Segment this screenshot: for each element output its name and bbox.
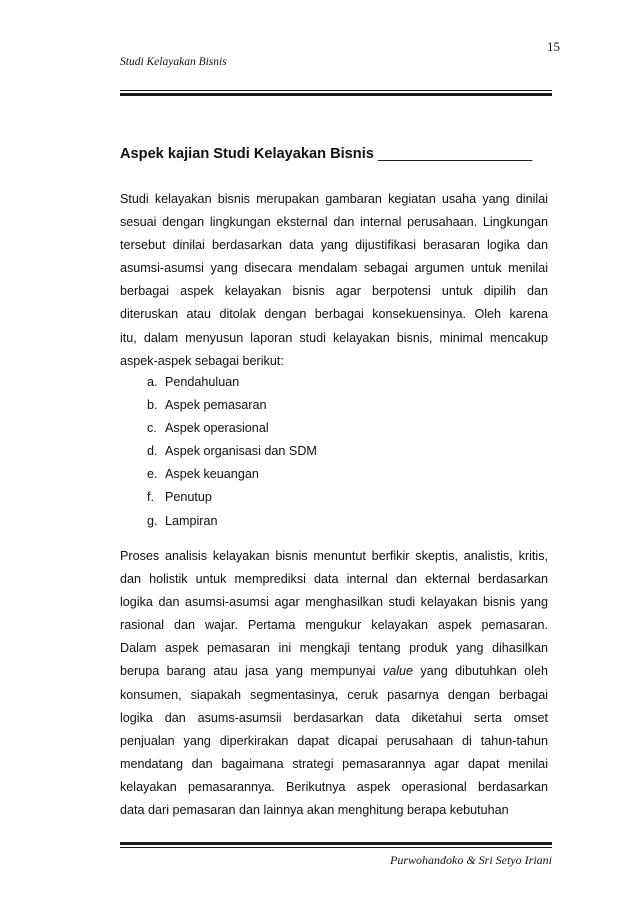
footer-rule-thin [120,847,552,848]
paragraph-analysis-process [120,545,548,822]
list-item-marker: e. [147,467,158,482]
section-heading-text: Aspek kajian Studi Kelayakan Bisnis [120,146,374,162]
list-item-marker: f. [147,490,154,505]
header-rule-thick [120,93,552,96]
list-item-label: Aspek keuangan [165,467,259,482]
list-item-label: Aspek operasional [165,421,269,436]
footer-rule-thick [120,842,552,845]
paragraph-line: logika dan asumsi-asumsi agar menghasilkan studi kelayakan bisnis yang [120,595,548,610]
list-item-label: Lampiran [165,513,218,528]
paragraph-line: sesuai dengan lingkungan eksternal dan internal perusahaan. Lingkungan [120,215,548,230]
paragraph-line [120,660,548,683]
list-item-marker: c. [147,421,157,436]
section-heading-fill: ___________________ [377,146,533,162]
list-item-label: Aspek pemasaran [165,398,267,413]
paragraph-line: logika dan asums-asumsii berdasarkan data diketahui serta omset [120,710,548,725]
line-text: yang dibutuhkan oleh [413,664,548,679]
list-item-label: Aspek organisasi dan SDM [165,444,317,459]
list-item-label: Pendahuluan [165,375,240,389]
list-item-marker: g. [147,513,158,528]
list-item [120,394,520,417]
paragraph-line: berbagai aspek kelayakan bisnis agar berpotensi untuk dipilih dan [120,284,548,299]
paragraph-line: aspek-aspek sebagai berikut: [120,353,284,368]
list-item [120,371,520,394]
list-item-label: Penutup [165,490,212,505]
page-number: 15 [547,39,560,54]
paragraph-line: Dalam aspek pemasaran ini mengkaji tentang produk yang dihasilkan [120,641,548,656]
list-item [120,440,520,463]
paragraph-line: itu, dalam menyusun laporan studi kelayakan bisnis, minimal mencakup [120,330,548,345]
paragraph-line: penjualan yang diperkirakan dapat dicapai perusahaan di tahun-tahun [120,733,548,748]
running-header-title: Studi Kelayakan Bisnis [120,56,227,68]
list-item-marker: d. [147,444,158,459]
paragraph-introduction [120,188,548,373]
paragraph-line: data dari pemasaran dan lainnya akan menghitung berapa kebutuhan [120,803,509,818]
list-item-marker: a. [147,375,158,389]
paragraph-line: mendatang dan bagaimana strategi pemasarannya agar dapat menilai [120,756,548,771]
header-rule-thin [120,90,552,91]
list-item [120,463,520,486]
paragraph-line: kelayakan pemasarannya. Berikutnya aspek operasional berdasarkan [120,779,548,794]
paragraph-line: Proses analisis kelayakan bisnis menuntut berfikir skeptis, analistis, kritis, [120,549,548,563]
paragraph-line: tersebut dinilai berdasarkan data yang dijustifikasi berasaran logika dan [120,238,548,253]
paragraph-line: rasional dan wajar. Pertama mengukur kelayakan aspek pemasaran. [120,618,548,633]
section-heading [120,146,552,162]
list-item-marker: b. [147,398,158,413]
aspect-list [120,371,520,533]
paragraph-line: Studi kelayakan bisnis merupakan gambaran kegiatan usaha yang dinilai [120,192,548,206]
list-item [120,510,520,533]
paragraph-line: dan holistik untuk memprediksi data internal dan ekternal berdasarkan [120,572,548,587]
list-item [120,417,520,440]
paragraph-line: asumsi-asumsi yang disecara mendalam sebagai argumen untuk menilai [120,261,548,276]
paragraph-line: konsumen, siapakah segmentasinya, ceruk pasarnya dengan berbagai [120,687,548,702]
paragraph-line: diteruskan atau ditolak dengan berbagai konsekuensinya. Oleh karena [120,307,548,322]
emphasized-term: value [382,664,414,679]
line-text: berupa barang atau jasa yang mempunyai [120,664,383,679]
list-item [120,486,520,509]
footer-author: Purwohandoko & Sri Setyo Iriani [390,853,552,867]
